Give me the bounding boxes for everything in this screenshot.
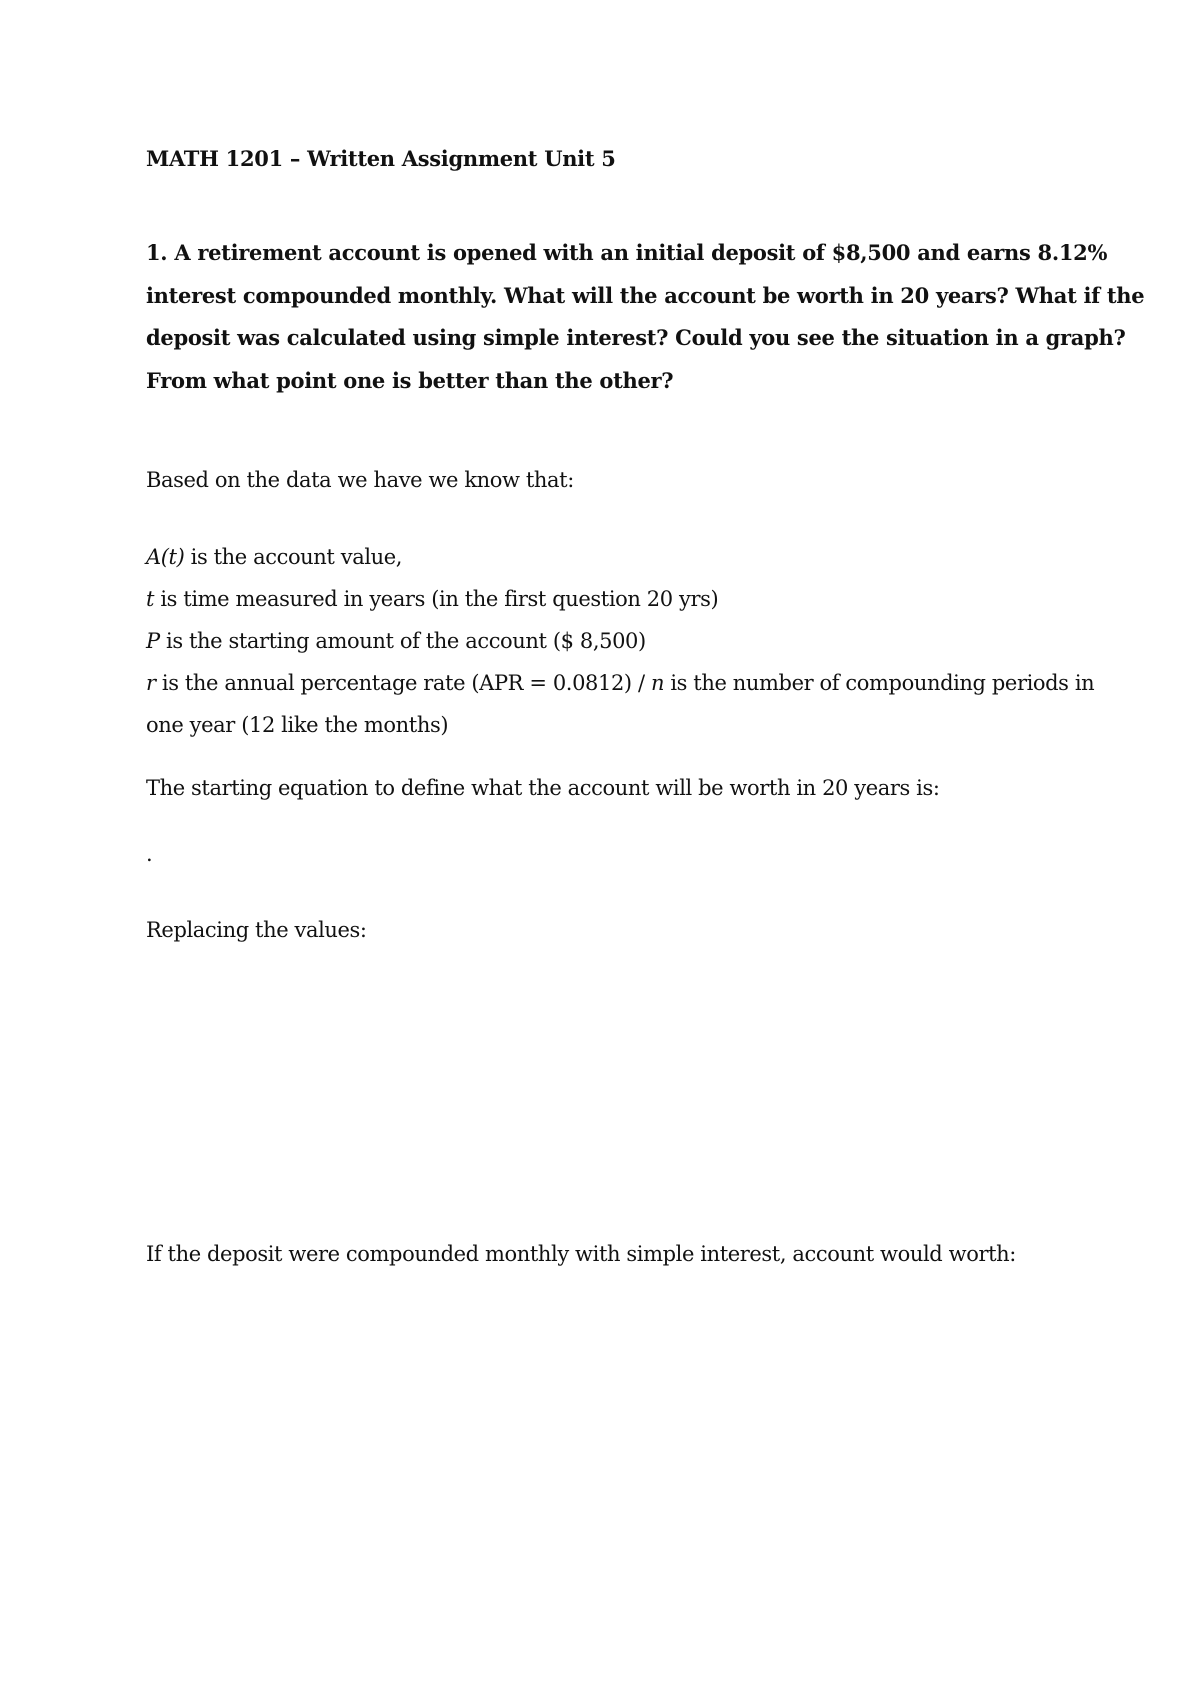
definition-text: is the account value,	[184, 545, 403, 569]
starting-equation-text: The starting equation to define what the account will be worth in 20 years is:	[146, 776, 940, 800]
simple-interest-text: If the deposit were compounded monthly with simple interest, account would worth:	[146, 1242, 1016, 1266]
definition-principal	[146, 620, 1094, 662]
definition-rate	[146, 662, 1094, 704]
definition-text: one year (12 like the months)	[146, 713, 449, 737]
definition-text: is the annual percentage rate (APR = 0.0812) /	[155, 671, 651, 695]
intro-text: Based on the data we have we know that:	[146, 468, 574, 492]
definition-account-value	[146, 536, 1094, 578]
equation-placeholder-dot: .	[146, 842, 153, 866]
variable-symbol: n	[650, 671, 665, 695]
assignment-title: MATH 1201 – Written Assignment Unit 5	[146, 146, 616, 171]
definition-text: is the number of compounding periods in	[664, 671, 1095, 695]
question-1	[146, 232, 1145, 402]
definition-text: is time measured in years (in the first question 20 yrs)	[154, 587, 719, 611]
question-line: From what point one is better than the other?	[146, 367, 674, 393]
question-line: deposit was calculated using simple interest? Could you see the situation in a graph?	[146, 325, 1126, 350]
definition-periods	[146, 704, 1094, 746]
variable-definitions	[146, 536, 1094, 746]
variable-symbol: P	[146, 629, 160, 653]
definition-time	[146, 578, 1094, 620]
variable-symbol: t	[146, 587, 155, 611]
variable-symbol: r	[146, 671, 156, 695]
question-line: 1. A retirement account is opened with an initial deposit of $8,500 and earns 8.12%	[146, 240, 1108, 265]
question-line: interest compounded monthly. What will the account be worth in 20 years? What if the	[146, 282, 1145, 308]
definition-text: is the starting amount of the account ($ 8,500)	[159, 629, 646, 653]
variable-symbol: A(t)	[146, 545, 185, 569]
replacing-values-text: Replacing the values:	[146, 918, 367, 942]
